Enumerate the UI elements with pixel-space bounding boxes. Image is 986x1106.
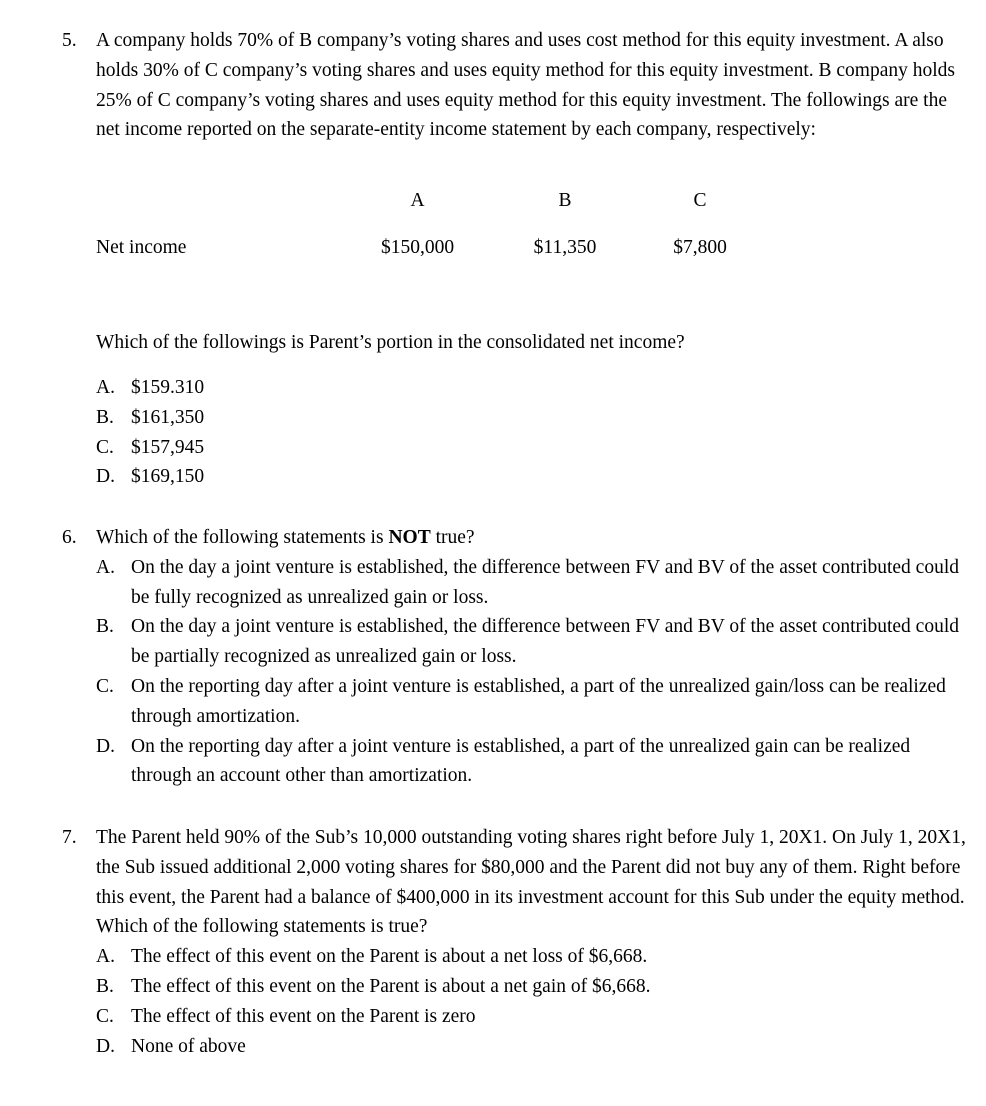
option-letter: D. bbox=[96, 1035, 115, 1057]
table-row-label: Net income bbox=[96, 237, 187, 258]
table-cell-a: $150,000 bbox=[380, 237, 455, 258]
net-income-table bbox=[96, 186, 760, 263]
option-letter: C. bbox=[96, 436, 114, 458]
option-text: On the day a joint venture is established, the difference between FV and BV of the asset contributed could be fully recognized as unrealized gain or loss. bbox=[131, 556, 959, 608]
option-letter: D. bbox=[96, 466, 115, 488]
option-item[interactable] bbox=[96, 433, 496, 463]
option-item[interactable] bbox=[96, 942, 966, 972]
question-7-stem: The Parent held 90% of the Sub’s 10,000 outstanding voting shares right before July 1, 20X1. On July 1, 20X1, the Sub issued additional 2,000 voting shares for $80,000 and the Parent did not buy any of them. Right before this event, the Parent had a balance of $400,000 in its investment account for this Sub under the equity method. Which of the following statements is true? bbox=[96, 827, 966, 938]
option-text: The effect of this event on the Parent is zero bbox=[131, 1005, 476, 1027]
option-letter: B. bbox=[96, 406, 114, 428]
option-text: The effect of this event on the Parent is about a net gain of $6,668. bbox=[131, 975, 651, 997]
option-text: $169,150 bbox=[131, 466, 205, 488]
option-item[interactable] bbox=[96, 1032, 966, 1062]
option-item[interactable] bbox=[96, 672, 966, 732]
question-7-options bbox=[96, 942, 966, 1061]
option-text: On the reporting day after a joint venture is established, a part of the unrealized gain can be realized through an account other than amortization. bbox=[131, 735, 911, 787]
option-letter: B. bbox=[96, 975, 114, 997]
question-5-number: 5. bbox=[62, 30, 77, 51]
table-header-a: A bbox=[410, 190, 425, 211]
question-7-number: 7. bbox=[62, 827, 77, 848]
table-header-c: C bbox=[693, 190, 707, 211]
option-letter: A. bbox=[96, 556, 115, 578]
option-letter: C. bbox=[96, 1005, 114, 1027]
question-6-stem-emphasis: NOT bbox=[388, 527, 431, 548]
question-5-prompt: Which of the followings is Parent’s portion in the consolidated net income? bbox=[96, 332, 685, 353]
question-7 bbox=[62, 823, 966, 1061]
option-item[interactable] bbox=[96, 732, 966, 792]
table-corner-cell bbox=[96, 186, 345, 233]
table-cell-b: $11,350 bbox=[533, 237, 597, 258]
option-item[interactable] bbox=[96, 373, 496, 403]
option-text: $161,350 bbox=[131, 406, 205, 428]
question-5 bbox=[62, 26, 966, 145]
option-item[interactable] bbox=[96, 972, 966, 1002]
option-item[interactable] bbox=[96, 553, 966, 613]
question-6-number: 6. bbox=[62, 527, 77, 548]
question-6-options bbox=[96, 553, 966, 791]
question-6-stem-post: true? bbox=[430, 527, 475, 548]
table-header-row bbox=[96, 186, 760, 233]
question-6-stem-pre: Which of the following statements is bbox=[96, 527, 389, 548]
option-text: None of above bbox=[131, 1035, 246, 1057]
option-letter: A. bbox=[96, 946, 115, 968]
option-text: $159.310 bbox=[131, 377, 205, 398]
question-5-options bbox=[96, 373, 496, 492]
option-text: On the day a joint venture is established, the difference between FV and BV of the asset contributed could be partially recognized as unrealized gain or loss. bbox=[131, 616, 959, 668]
table-cell-c: $7,800 bbox=[673, 237, 727, 258]
option-text: The effect of this event on the Parent is about a net loss of $6,668. bbox=[131, 946, 648, 968]
question-5-stem: A company holds 70% of B company’s voting shares and uses cost method for this equity investment. A also holds 30% of C company’s voting shares and uses equity method for this equity investment. B company holds 25% of C company’s voting shares and uses equity method for this equity investment. The followings are the net income reported on the separate-entity income statement by each company, respectively: bbox=[96, 30, 955, 141]
option-text: On the reporting day after a joint venture is established, a part of the unrealized gain/loss can be realized through amortization. bbox=[131, 675, 946, 727]
option-item[interactable] bbox=[96, 403, 496, 433]
question-6 bbox=[62, 523, 966, 791]
table-row bbox=[96, 233, 760, 263]
option-item[interactable] bbox=[96, 462, 496, 492]
option-text: $157,945 bbox=[131, 436, 205, 458]
question-6-stem bbox=[96, 523, 966, 553]
option-letter: C. bbox=[96, 675, 114, 697]
option-item[interactable] bbox=[96, 612, 966, 672]
table-header-b: B bbox=[558, 190, 572, 211]
option-item[interactable] bbox=[96, 1002, 966, 1032]
option-letter: B. bbox=[96, 616, 114, 638]
option-letter: A. bbox=[96, 377, 115, 398]
option-letter: D. bbox=[96, 735, 115, 757]
